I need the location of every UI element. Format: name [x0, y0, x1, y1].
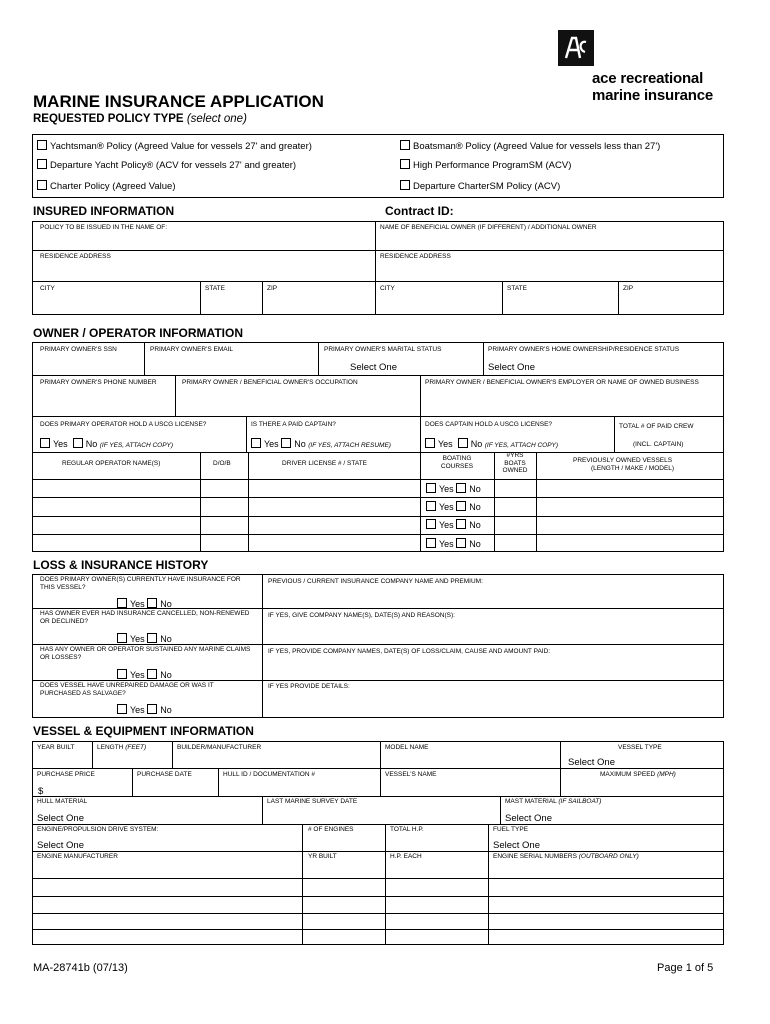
grid-line — [420, 452, 421, 552]
max-speed-field[interactable] — [600, 771, 676, 779]
yes-label: Yes — [130, 634, 145, 644]
residence-address-2-field[interactable]: RESIDENCE ADDRESS — [380, 253, 451, 260]
attach-resume-note: (IF YES, ATTACH RESUME) — [308, 442, 391, 449]
yes-label: Yes — [439, 520, 454, 530]
checkbox-icon[interactable] — [400, 180, 410, 190]
page-title: MARINE INSURANCE APPLICATION — [33, 92, 324, 111]
option-label: Charter Policy (Agreed Value) — [50, 181, 176, 192]
grid-line — [32, 416, 724, 417]
no-label: No — [85, 439, 98, 449]
checkbox-icon[interactable] — [147, 704, 157, 714]
grid-line — [248, 452, 249, 552]
model-field[interactable]: MODEL NAME — [385, 744, 429, 751]
grid-line — [32, 452, 724, 453]
checkbox-icon[interactable] — [426, 483, 436, 493]
checkbox-icon[interactable] — [281, 438, 291, 448]
grid-line — [560, 768, 561, 796]
no-label: No — [469, 484, 481, 494]
grid-line — [32, 479, 724, 480]
marital-status-select[interactable]: Select One — [350, 362, 397, 373]
page-number: Page 1 of 5 — [657, 962, 714, 974]
length-field[interactable] — [97, 744, 146, 752]
hull-material-select[interactable]: Select One — [37, 813, 84, 824]
home-status-select[interactable]: Select One — [488, 362, 535, 373]
occupation-field[interactable]: PRIMARY OWNER / BENEFICIAL OWNER'S OCCUPATION — [182, 379, 358, 386]
checkbox-icon[interactable] — [456, 501, 466, 511]
hull-id-field[interactable]: HULL ID / DOCUMENTATION # — [223, 771, 315, 778]
option-label: Boatsman® Policy (Agreed Value for vessels less than 27') — [413, 141, 661, 152]
grid-line — [302, 824, 303, 945]
attach-copy-note: (IF YES, ATTACH COPY) — [484, 442, 559, 449]
marital-status-label: PRIMARY OWNER'S MARITAL STATUS — [324, 346, 442, 353]
checkbox-icon[interactable] — [426, 519, 436, 529]
option-charter[interactable] — [37, 180, 176, 192]
survey-date-field[interactable]: LAST MARINE SURVEY DATE — [267, 798, 358, 805]
dob-header: D/O/B — [213, 460, 231, 467]
grid-line — [200, 281, 201, 315]
checkbox-icon[interactable] — [73, 438, 83, 448]
zip-field[interactable]: ZIP — [267, 285, 278, 292]
no-label: No — [160, 599, 172, 609]
grid-line — [385, 824, 386, 945]
option-boatsman[interactable] — [400, 140, 660, 152]
checkbox-icon[interactable] — [40, 438, 50, 448]
no-label: No — [160, 670, 172, 680]
brand-line-2: marine insurance — [592, 87, 714, 104]
boating-course-row-4[interactable] — [426, 538, 481, 549]
grid-line — [380, 768, 381, 796]
grid-line — [32, 878, 724, 879]
feet-note: (FEET) — [125, 744, 147, 751]
grid-line — [494, 452, 495, 552]
grid-line — [32, 929, 724, 930]
damage-details-field[interactable]: IF YES PROVIDE DETAILS: — [268, 683, 350, 690]
hull-material-label: HULL MATERIAL — [37, 798, 88, 805]
num-engines-field[interactable]: # OF ENGINES — [308, 826, 354, 833]
state-field[interactable]: STATE — [205, 285, 225, 292]
total-hp-field[interactable]: TOTAL H.P. — [390, 826, 424, 833]
policy-type-heading — [33, 113, 247, 125]
checkbox-icon[interactable] — [117, 669, 127, 679]
grid-line — [318, 342, 319, 375]
purchase-date-field[interactable]: PURCHASE DATE — [137, 771, 192, 778]
q-cancelled: HAS OWNER EVER HAD INSURANCE CANCELLED, NON-RENEWED OR DECLINED? — [40, 610, 250, 625]
year-built-field[interactable]: YEAR BUILT — [37, 744, 75, 751]
length-label: LENGTH — [97, 744, 124, 751]
residence-address-field[interactable]: RESIDENCE ADDRESS — [40, 253, 111, 260]
yes-label: Yes — [439, 484, 454, 494]
mast-label: MAST MATERIAL — [505, 798, 557, 805]
grid-line — [144, 342, 145, 375]
grid-line — [32, 896, 724, 897]
dollar-sign: $ — [38, 786, 44, 797]
vessel-name-field[interactable]: VESSEL'S NAME — [385, 771, 437, 778]
no-label: No — [294, 439, 306, 449]
brand-name — [592, 70, 713, 104]
checkbox-icon[interactable] — [147, 598, 157, 608]
grid-line — [500, 796, 501, 824]
checkbox-icon[interactable] — [37, 180, 47, 190]
grid-line — [218, 768, 219, 796]
previous-vessels-header: PREVIOUSLY OWNED VESSELS — [573, 457, 673, 464]
fuel-type-select[interactable]: Select One — [493, 840, 540, 851]
yes-label: Yes — [53, 439, 68, 449]
option-yachtsman[interactable] — [37, 140, 312, 152]
damage-yes-no[interactable] — [117, 704, 172, 715]
policy-type-hint: (select one) — [186, 113, 247, 125]
policy-type-heading-text: REQUESTED POLICY TYPE — [33, 113, 184, 125]
mast-material-select[interactable]: Select One — [505, 813, 552, 824]
grid-line — [32, 534, 724, 535]
purchase-price-field[interactable]: PURCHASE PRICE — [37, 771, 95, 778]
no-label: No — [160, 634, 172, 644]
grid-line — [175, 375, 176, 416]
insured-grid — [32, 221, 724, 315]
vessel-type-select[interactable]: Select One — [568, 757, 615, 768]
grid-line — [536, 452, 537, 552]
home-status-label: PRIMARY OWNER'S HOME OWNERSHIP/RESIDENCE STATUS — [488, 346, 680, 353]
state-2-field[interactable]: STATE — [507, 285, 527, 292]
grid-line — [32, 250, 724, 251]
checkbox-icon[interactable] — [117, 704, 127, 714]
owner-heading: OWNER / OPERATOR INFORMATION — [33, 326, 243, 340]
engine-system-select[interactable]: Select One — [37, 840, 84, 851]
policy-name-field[interactable]: POLICY TO BE ISSUED IN THE NAME OF: — [40, 224, 168, 231]
claims-details-field[interactable]: IF YES, PROVIDE COMPANY NAMES, DATE(S) OF LOSS/CLAIM, CAUSE AND AMOUNT PAID: — [268, 648, 551, 655]
grid-line — [92, 741, 93, 768]
zip-2-field[interactable]: ZIP — [623, 285, 634, 292]
grid-line — [32, 768, 724, 769]
vessel-type-label: VESSEL TYPE — [618, 744, 662, 751]
yes-label: Yes — [264, 439, 279, 449]
yes-label: Yes — [439, 539, 454, 549]
attach-copy-note: (IF YES, ATTACH COPY) — [99, 442, 174, 449]
checkbox-icon[interactable] — [456, 483, 466, 493]
grid-line — [618, 281, 619, 315]
yes-label: Yes — [438, 439, 453, 449]
grid-line — [614, 416, 615, 452]
checkbox-icon[interactable] — [37, 159, 47, 169]
option-departure-yacht[interactable] — [37, 159, 296, 171]
captain-uscg-question: DOES CAPTAIN HOLD A USCG LICENSE? — [425, 421, 553, 428]
q-damage: DOES VESSEL HAVE UNREPAIRED DAMAGE OR WAS IT PURCHASED AS SALVAGE? — [40, 682, 214, 697]
checkbox-icon[interactable] — [426, 501, 436, 511]
grid-line — [32, 516, 724, 517]
serials-label: ENGINE SERIAL NUMBERS — [493, 853, 577, 860]
q-claims: HAS ANY OWNER OR OPERATOR SUSTAINED ANY MARINE CLAIMS OR LOSSES? — [40, 646, 251, 661]
grid-line — [32, 281, 724, 282]
grid-line — [420, 416, 421, 452]
grid-line — [560, 741, 561, 768]
boating-course-row-1[interactable] — [426, 483, 481, 494]
insured-heading: INSURED INFORMATION — [33, 204, 175, 218]
checkbox-icon[interactable] — [117, 633, 127, 643]
yes-label: Yes — [130, 705, 145, 715]
fuel-type-label: FUEL TYPE — [493, 826, 529, 833]
paid-captain-yes-no[interactable] — [251, 438, 391, 449]
engine-manufacturer-header: ENGINE MANUFACTURER — [37, 853, 118, 860]
checkbox-icon[interactable] — [456, 538, 466, 548]
checkbox-icon[interactable] — [147, 669, 157, 679]
checkbox-icon[interactable] — [458, 438, 468, 448]
checkbox-icon[interactable] — [426, 538, 436, 548]
hp-each-header: H.P. EACH — [390, 853, 422, 860]
grid-line — [262, 281, 263, 315]
grid-line — [32, 497, 724, 498]
option-departure-charter[interactable] — [400, 180, 560, 192]
ssn-field[interactable]: PRIMARY OWNER'S SSN — [40, 346, 117, 353]
uscg-yes-no[interactable] — [40, 438, 173, 449]
option-label: Departure CharterSM Policy (ACV) — [413, 181, 561, 192]
loss-heading: LOSS & INSURANCE HISTORY — [33, 558, 209, 572]
grid-line — [172, 741, 173, 768]
phone-field[interactable]: PRIMARY OWNER'S PHONE NUMBER — [40, 379, 157, 386]
current-insurance-yes-no[interactable] — [117, 598, 172, 609]
no-label: No — [469, 502, 481, 512]
grid-line — [32, 375, 724, 376]
grid-line — [32, 851, 724, 852]
max-speed-label: MAXIMUM SPEED — [600, 771, 656, 778]
engine-serials-header — [493, 853, 639, 861]
grid-line — [132, 768, 133, 796]
driver-license-header: DRIVER LICENSE # / STATE — [282, 460, 368, 467]
outboard-note: (OUTBOARD ONLY) — [578, 853, 639, 860]
grid-line — [262, 574, 263, 718]
grid-line — [32, 824, 724, 825]
grid-line — [420, 375, 421, 416]
grid-line — [32, 796, 724, 797]
grid-line — [246, 416, 247, 452]
total-crew-field[interactable]: TOTAL # OF PAID CREW — [619, 423, 694, 430]
no-label: No — [469, 539, 481, 549]
brand-line-1: ace recreational — [592, 70, 704, 87]
engine-system-label: ENGINE/PROPULSION DRIVE SYSTEM: — [37, 826, 159, 833]
prev-insurance-field[interactable]: PREVIOUS / CURRENT INSURANCE COMPANY NAME AND PREMIUM: — [268, 578, 483, 585]
grid-line — [32, 680, 724, 681]
mph-note: (MPH) — [657, 771, 676, 778]
checkbox-icon[interactable] — [147, 633, 157, 643]
option-label: High Performance ProgramSM (ACV) — [413, 160, 572, 171]
form-id: MA-28741b (07/13) — [33, 962, 128, 974]
city-field[interactable]: CITY — [40, 285, 55, 292]
beneficial-owner-field[interactable]: NAME OF BENEFICIAL OWNER (IF DIFFERENT) / ADDITIONAL OWNER — [380, 224, 597, 231]
if-sail-note: (IF SAILBOAT) — [558, 798, 602, 805]
boating-course-row-2[interactable] — [426, 501, 481, 512]
option-label: Departure Yacht Policy® (ACV for vessels 27' and greater) — [50, 160, 297, 171]
grid-line — [200, 452, 201, 552]
grid-line — [32, 913, 724, 914]
grid-line — [380, 741, 381, 768]
uscg-question: DOES PRIMARY OPERATOR HOLD A USCG LICENSE? — [40, 421, 207, 428]
years-owned-header: #YRS BOATS OWNED — [502, 452, 528, 474]
option-label: Yachtsman® Policy (Agreed Value for vessels 27' and greater) — [50, 141, 312, 152]
cancelled-yes-no[interactable] — [117, 633, 172, 644]
ace-logo — [558, 30, 594, 66]
checkbox-icon[interactable] — [456, 519, 466, 529]
contract-id-label: Contract ID: — [385, 204, 454, 218]
builder-field[interactable]: BUILDER/MANUFACTURER — [177, 744, 262, 751]
city-2-field[interactable]: CITY — [380, 285, 395, 292]
checkbox-icon[interactable] — [425, 438, 435, 448]
cancelled-details-field[interactable]: IF YES, GIVE COMPANY NAME(S), DATE(S) AND REASON(S): — [268, 612, 455, 619]
checkbox-icon[interactable] — [251, 438, 261, 448]
operator-name-header: REGULAR OPERATOR NAME(S) — [62, 460, 161, 467]
paid-captain-question: IS THERE A PAID CAPTAIN? — [251, 421, 336, 428]
q-current-insurance: DOES PRIMARY OWNER(S) CURRENTLY HAVE INSURANCE FOR THIS VESSEL? — [40, 576, 241, 591]
no-label: No — [469, 520, 481, 530]
grid-line — [488, 824, 489, 945]
boating-courses-header: BOATING COURSES — [440, 455, 474, 470]
grid-line — [262, 796, 263, 824]
checkbox-icon[interactable] — [400, 159, 410, 169]
yes-label: Yes — [130, 599, 145, 609]
previous-vessels-subheader: (LENGTH / MAKE / MODEL) — [591, 465, 675, 472]
captain-uscg-yes-no[interactable] — [425, 438, 558, 449]
checkbox-icon[interactable] — [37, 140, 47, 150]
no-label: No — [160, 705, 172, 715]
grid-line — [32, 644, 724, 645]
claims-yes-no[interactable] — [117, 669, 172, 680]
yes-label: Yes — [439, 502, 454, 512]
vessel-heading: VESSEL & EQUIPMENT INFORMATION — [33, 724, 254, 738]
mast-material-label — [505, 798, 601, 806]
employer-field[interactable]: PRIMARY OWNER / BENEFICIAL OWNER'S EMPLOYER OR NAME OF OWNED BUSINESS — [425, 379, 699, 386]
option-high-performance[interactable] — [400, 159, 571, 171]
yr-built-header: YR BUILT — [308, 853, 337, 860]
checkbox-icon[interactable] — [400, 140, 410, 150]
checkbox-icon[interactable] — [117, 598, 127, 608]
grid-line — [502, 281, 503, 315]
incl-captain-note: (INCL. CAPTAIN) — [633, 441, 684, 448]
grid-line — [483, 342, 484, 375]
boating-course-row-3[interactable] — [426, 519, 481, 530]
grid-line — [375, 221, 376, 315]
yes-label: Yes — [130, 670, 145, 680]
no-label: No — [470, 439, 483, 449]
email-field[interactable]: PRIMARY OWNER'S EMAIL — [150, 346, 233, 353]
